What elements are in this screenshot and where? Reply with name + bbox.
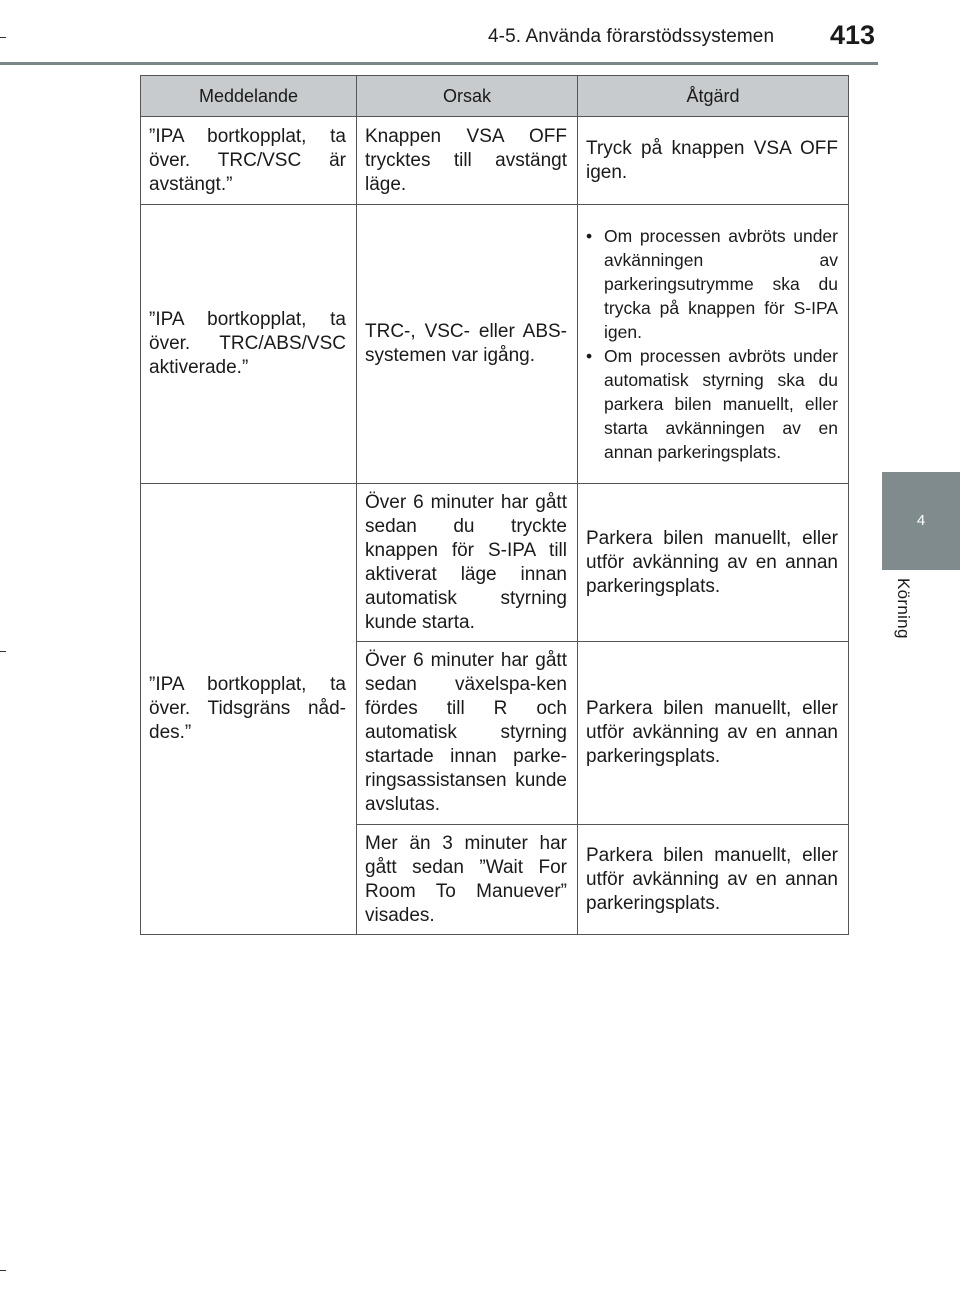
list-item: • Om processen avbröts under automatisk styrning ska du parkera bilen manuellt, eller starta avkänningen av en annan parkeringsplats. — [586, 346, 838, 462]
action-cell — [578, 205, 849, 484]
chapter-tab — [882, 472, 960, 570]
message-table — [140, 75, 849, 935]
column-header-message: Meddelande — [141, 76, 357, 117]
page-number: 413 — [830, 20, 876, 50]
action-cell: Parkera bilen manuellt, eller utför avkänning av en annan parkeringsplats. — [578, 825, 849, 935]
crop-mark — [0, 651, 6, 652]
table-header-row — [141, 76, 849, 117]
crop-mark — [0, 1270, 6, 1271]
header-rule — [0, 62, 878, 65]
table-row — [141, 117, 849, 205]
action-bullet-list — [586, 224, 838, 464]
table-row — [141, 484, 849, 642]
chapter-number: 4 — [916, 512, 926, 529]
column-header-action: Åtgärd — [578, 76, 849, 117]
cause-cell: Mer än 3 minuter har gått sedan ”Wait For Room To Manuever” visades. — [357, 825, 578, 935]
message-cell: ”IPA bortkopplat, ta över. TRC/ABS/VSC aktiverade.” — [141, 205, 357, 484]
column-header-cause: Orsak — [357, 76, 578, 117]
cause-cell: TRC-, VSC- eller ABS-systemen var igång. — [357, 205, 578, 484]
chapter-label: Körning — [894, 578, 913, 639]
action-cell: Parkera bilen manuellt, eller utför avkänning av en annan parkeringsplats. — [578, 484, 849, 642]
list-item: • Om processen avbröts under avkänningen av parkeringsutrymme ska du trycka på knappen för S-IPA igen. — [586, 226, 838, 342]
section-title: 4-5. Använda förarstödssystemen — [488, 26, 775, 47]
action-cell: Tryck på knappen VSA OFF igen. — [578, 117, 849, 205]
cause-cell: Knappen VSA OFF trycktes till avstängt läge. — [357, 117, 578, 205]
table-row — [141, 205, 849, 484]
message-cell: ”IPA bortkopplat, ta över. TRC/VSC är avstängt.” — [141, 117, 357, 205]
crop-mark — [0, 37, 6, 38]
message-cell: ”IPA bortkopplat, ta över. Tidsgräns nåd-des.” — [141, 484, 357, 935]
cause-cell: Över 6 minuter har gått sedan växelspa-ken fördes till R och automatisk styrning startade innan parke-ringsassistansen kunde avslutas. — [357, 642, 578, 825]
cause-cell: Över 6 minuter har gått sedan du tryckte knappen för S-IPA till aktiverat läge innan automatisk styrning kunde starta. — [357, 484, 578, 642]
action-cell: Parkera bilen manuellt, eller utför avkänning av en annan parkeringsplats. — [578, 642, 849, 825]
